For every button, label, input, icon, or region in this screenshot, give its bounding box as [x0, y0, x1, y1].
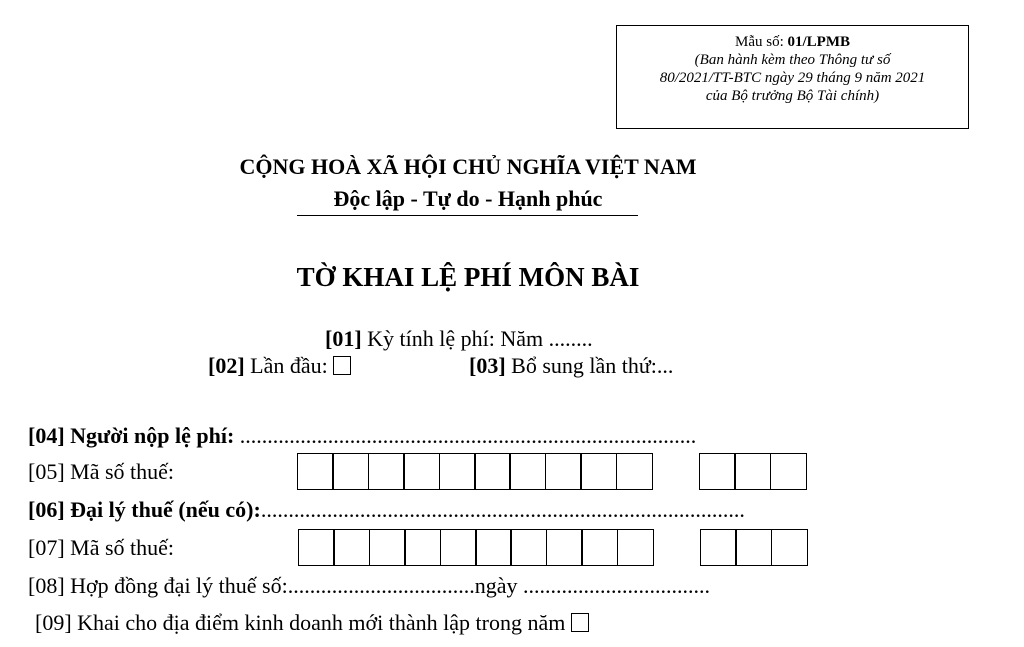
field-09-text: [09] Khai cho địa điểm kinh doanh mới thành lập trong năm: [35, 610, 571, 635]
motto-underline: [297, 215, 638, 216]
form-note-line-3: của Bộ trưởng Bộ Tài chính): [705, 88, 880, 104]
tax-code-cell[interactable]: [333, 529, 370, 566]
tax-code-cell[interactable]: [734, 453, 771, 490]
field-07-label: [07] Mã số thuế:: [28, 535, 175, 560]
field-02-code: [02]: [208, 353, 245, 378]
field-04-label: [04] Người nộp lệ phí:: [28, 423, 235, 448]
tax-code-cell[interactable]: [369, 529, 406, 566]
tax-code-cell[interactable]: [509, 453, 546, 490]
tax-code-cell[interactable]: [735, 529, 772, 566]
field-06-agent: [28, 497, 745, 523]
form-code: 01/LPMB: [787, 34, 850, 50]
tax-code-cell[interactable]: [404, 529, 441, 566]
tax-code-cell[interactable]: [616, 453, 653, 490]
form-note-line-1: (Ban hành kèm theo Thông tư số: [694, 52, 891, 68]
tax-code-cell[interactable]: [546, 529, 583, 566]
field-05-label: [05] Mã số thuế:: [28, 459, 175, 484]
field-06-label: [06] Đại lý thuế (nếu có):: [28, 497, 261, 522]
field-01-text: Kỳ tính lệ phí: Năm ........: [361, 326, 593, 351]
tax-code-cell[interactable]: [439, 453, 476, 490]
field-03-text: Bổ sung lần thứ:...: [505, 353, 674, 378]
form-note-line-2: 80/2021/TT-BTC ngày 29 tháng 9 năm 2021: [659, 70, 926, 86]
tax-code-cell[interactable]: [403, 453, 440, 490]
field-08-contract[interactable]: [08] Hợp đồng đại lý thuế số:..................................ngày ..................................: [28, 573, 710, 598]
field-02-text: Lần đầu:: [244, 353, 334, 378]
tax-code-cell[interactable]: [368, 453, 405, 490]
field-01-period: [325, 326, 593, 352]
tax-code-cell[interactable]: [770, 453, 807, 490]
tax-code-cell[interactable]: [700, 529, 737, 566]
field-02-first-time: [208, 353, 351, 379]
tax-code-cell[interactable]: [475, 529, 512, 566]
form-code-box: [616, 25, 969, 129]
tax-code-cell[interactable]: [545, 453, 582, 490]
field-01-code: [01]: [325, 326, 362, 351]
tax-code-boxes-main[interactable]: [297, 453, 651, 490]
tax-code-cell[interactable]: [474, 453, 511, 490]
field-06-dots[interactable]: ........................................................................................: [260, 497, 745, 522]
form-code-label: Mẫu số:: [735, 34, 788, 50]
field-03-supplement: [469, 353, 673, 379]
field-04-dots[interactable]: ...................................................................................: [234, 423, 697, 448]
tax-code-cell[interactable]: [440, 529, 477, 566]
first-time-checkbox[interactable]: [333, 356, 351, 375]
tax-code-cell[interactable]: [332, 453, 369, 490]
agent-tax-code-boxes-main[interactable]: [298, 529, 652, 566]
tax-code-cell[interactable]: [297, 453, 334, 490]
tax-code-cell[interactable]: [581, 529, 618, 566]
nation-name: CỘNG HOÀ XÃ HỘI CHỦ NGHĨA VIỆT NAM: [239, 154, 697, 179]
tax-code-cell[interactable]: [510, 529, 547, 566]
field-03-code: [03]: [469, 353, 506, 378]
document-title: TỜ KHAI LỆ PHÍ MÔN BÀI: [296, 262, 640, 292]
tax-code-cell[interactable]: [617, 529, 654, 566]
agent-tax-code-boxes-suffix[interactable]: [700, 529, 806, 566]
tax-code-cell[interactable]: [699, 453, 736, 490]
field-04-payer: [28, 423, 696, 449]
new-location-checkbox[interactable]: [571, 613, 589, 632]
tax-code-boxes-suffix[interactable]: [699, 453, 805, 490]
tax-code-cell[interactable]: [771, 529, 808, 566]
tax-code-cell[interactable]: [580, 453, 617, 490]
national-motto: Độc lập - Tự do - Hạnh phúc: [333, 186, 603, 211]
tax-code-cell[interactable]: [298, 529, 335, 566]
field-09-new-location: [35, 610, 589, 636]
